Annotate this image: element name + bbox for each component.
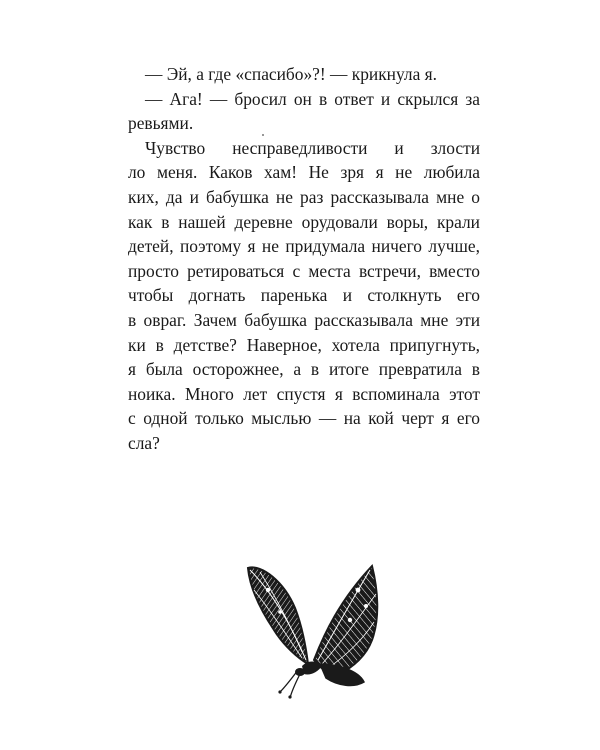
text-line-paragraph-start: Чувство несправедливости и злости <box>145 137 480 158</box>
text-line-dialogue-1: — Эй, а где «спасибо»?! — крикнула я. <box>145 64 437 84</box>
text-line: ки в детстве? Наверное, хотела припугнуть, <box>128 334 480 355</box>
text-line: с одной только мыслью — на кой черт я его <box>128 408 480 429</box>
text-line: ло меня. Каков хам! Не зря я не любила <box>128 162 480 183</box>
paper-speck <box>262 134 264 136</box>
body-text <box>128 62 480 456</box>
text-line: ких, да и бабушка не раз рассказывала мне о <box>128 186 480 207</box>
butterfly-icon <box>240 560 390 700</box>
text-line: я была осторожнее, а в итоге превратила в <box>128 359 480 380</box>
text-line: чтобы догнать паренька и столкнуть его <box>128 285 480 306</box>
text-line-dialogue-2: — Ага! — бросил он в ответ и скрылся за <box>145 88 480 109</box>
text-line: как в нашей деревне орудовали воры, крали <box>128 211 480 232</box>
text-line: детей, поэтому я не придумала ничего лучше, <box>128 236 480 257</box>
text-line: ревьями. <box>128 113 194 134</box>
text-line: сла? <box>128 432 160 453</box>
text-line: ноика. Много лет спустя я вспоминала этот <box>128 383 480 404</box>
text-line: просто ретироваться с места встречи, вместо <box>128 260 480 281</box>
text-line: в овраг. Зачем бабушка рассказывала мне эти <box>128 309 480 330</box>
